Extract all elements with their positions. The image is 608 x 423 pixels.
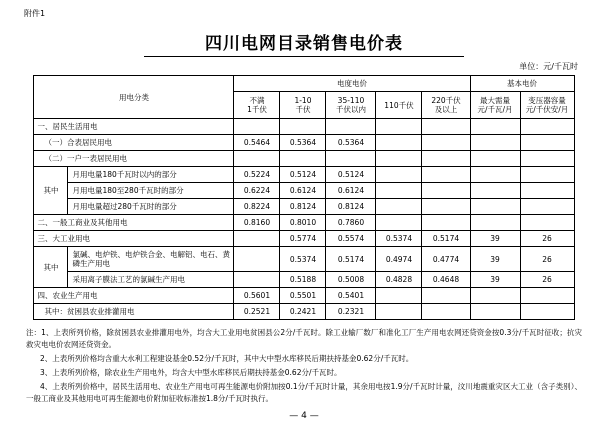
- cell-demand: [470, 135, 520, 151]
- cell-v2: [326, 151, 376, 167]
- cell-v0: [234, 272, 280, 288]
- cell-demand: [470, 304, 520, 320]
- table-notes: [26, 327, 582, 405]
- cell-v4: [422, 199, 470, 215]
- cell-v2: 0.5574: [326, 231, 376, 247]
- cell-capacity: [520, 304, 574, 320]
- unit-note: 单位：元/千瓦时: [519, 62, 578, 71]
- table-row: [34, 231, 574, 247]
- cell-v4: [422, 167, 470, 183]
- cell-v4: [422, 304, 470, 320]
- row-label: 月用电量180千瓦时以内的部分: [68, 167, 234, 183]
- cell-v4: [422, 215, 470, 231]
- table-row: [34, 288, 574, 304]
- cell-demand: [470, 288, 520, 304]
- header-basic-price: 基本电价: [470, 76, 574, 92]
- header-voltage-1: 1-10 千伏: [280, 92, 326, 119]
- cell-v2: 0.5401: [326, 288, 376, 304]
- header-demand: 最大需量 元/千瓦/月: [470, 92, 520, 119]
- cell-v1: [280, 151, 326, 167]
- cell-v2: 0.2321: [326, 304, 376, 320]
- table-row: [34, 167, 574, 183]
- cell-capacity: [520, 199, 574, 215]
- table-row: [34, 151, 574, 167]
- table-row: [34, 215, 574, 231]
- row-label: 三、大工业用电: [34, 231, 234, 247]
- cell-v4: [422, 119, 470, 135]
- row-side-label: 其中: [34, 167, 68, 215]
- note-item: 2、上表所列价格均含重大水利工程建设基金0.52分/千瓦时，其中大中型水库移民后期扶持基金0.62分/千瓦时。: [40, 354, 414, 363]
- cell-v0: 0.8224: [234, 199, 280, 215]
- cell-capacity: 26: [520, 231, 574, 247]
- page-title: 四川电网目录销售电价表: [205, 34, 403, 54]
- cell-v3: [376, 304, 422, 320]
- note-item: 注：1、上表所列价格，除贫困县农业排灌用电外，均含大工业用电贫困县公2分/千瓦时。除工业输厂数厂和准化工厂生产用电农网还贷资金按0.3分/千瓦时征收；抗灾救灾电电价农网还贷资金。: [26, 328, 582, 349]
- cell-v0: [234, 119, 280, 135]
- header-category: 用电分类: [34, 76, 234, 119]
- cell-v0: [234, 231, 280, 247]
- cell-v1: 0.8010: [280, 215, 326, 231]
- cell-capacity: [520, 119, 574, 135]
- cell-capacity: [520, 215, 574, 231]
- cell-v2: 0.5364: [326, 135, 376, 151]
- note-item: 3、上表所列价格，除农业生产用电外，均含大中型水库移民后期扶持基金0.62分/千瓦时。: [40, 368, 342, 377]
- cell-v2: 0.6124: [326, 183, 376, 199]
- cell-v3: [376, 167, 422, 183]
- cell-v3: [376, 151, 422, 167]
- table-header-row-1: [34, 76, 574, 92]
- header-capacity: 变压器容量 元/千伏安/月: [520, 92, 574, 119]
- title-underline: [144, 56, 464, 57]
- table-row: [34, 304, 574, 320]
- table-row: [34, 135, 574, 151]
- row-label: 氯碱、电炉铁、电炉铁合金、电解铝、电石、黄磷生产用电: [68, 247, 234, 272]
- cell-v3: 0.4974: [376, 247, 422, 272]
- cell-v1: 0.5374: [280, 247, 326, 272]
- cell-v4: 0.4774: [422, 247, 470, 272]
- cell-v4: 0.4648: [422, 272, 470, 288]
- cell-demand: [470, 151, 520, 167]
- cell-v4: 0.5174: [422, 231, 470, 247]
- cell-demand: [470, 167, 520, 183]
- cell-v3: 0.4828: [376, 272, 422, 288]
- cell-v1: 0.2421: [280, 304, 326, 320]
- cell-v3: [376, 183, 422, 199]
- header-voltage-4: 220千伏 及以上: [422, 92, 470, 119]
- cell-v1: 0.5364: [280, 135, 326, 151]
- cell-capacity: 26: [520, 247, 574, 272]
- cell-v2: 0.8124: [326, 199, 376, 215]
- cell-v2: 0.7860: [326, 215, 376, 231]
- header-voltage-0: 不满 1千伏: [234, 92, 280, 119]
- cell-demand: 39: [470, 247, 520, 272]
- cell-v0: 0.6224: [234, 183, 280, 199]
- cell-demand: [470, 183, 520, 199]
- cell-v0: [234, 247, 280, 272]
- cell-v1: 0.5188: [280, 272, 326, 288]
- cell-v4: [422, 135, 470, 151]
- row-label: 二、一般工商业及其他用电: [34, 215, 234, 231]
- row-label: 采用离子膜法工艺的氯碱生产用电: [68, 272, 234, 288]
- electricity-price-table: [33, 75, 574, 320]
- attachment-label: 附件1: [24, 9, 46, 18]
- cell-v1: 0.5774: [280, 231, 326, 247]
- cell-v2: 0.5174: [326, 247, 376, 272]
- row-side-label: 其中: [34, 247, 68, 288]
- cell-capacity: 26: [520, 272, 574, 288]
- row-label: 其中：贫困县农业排灌用电: [34, 304, 234, 320]
- header-voltage-3: 110千伏: [376, 92, 422, 119]
- cell-capacity: [520, 167, 574, 183]
- row-label: （二）一户一表居民用电: [34, 151, 234, 167]
- cell-capacity: [520, 183, 574, 199]
- note-item: 4、上表所列价格中，居民生活用电、农业生产用电可再生能源电价附加按0.1分/千瓦时计量，其余用电按1.9分/千瓦时计量，汶川地震重灾区大工业（含子类别）、一般工商业及其他用电可再生能源电价附加征收标准按1.8分/千瓦时执行。: [26, 382, 582, 403]
- cell-capacity: [520, 151, 574, 167]
- cell-v0: 0.5224: [234, 167, 280, 183]
- table-row: [34, 247, 574, 272]
- cell-v0: [234, 151, 280, 167]
- cell-demand: 39: [470, 231, 520, 247]
- cell-v4: [422, 288, 470, 304]
- cell-demand: 39: [470, 272, 520, 288]
- cell-v3: 0.5374: [376, 231, 422, 247]
- table-row: [34, 119, 574, 135]
- cell-v3: [376, 215, 422, 231]
- cell-capacity: [520, 288, 574, 304]
- cell-v1: [280, 119, 326, 135]
- cell-v3: [376, 135, 422, 151]
- cell-v3: [376, 199, 422, 215]
- cell-demand: [470, 119, 520, 135]
- row-label: 月用电量超过280千瓦时的部分: [68, 199, 234, 215]
- header-voltage-2: 35-110 千伏以内: [326, 92, 376, 119]
- cell-demand: [470, 199, 520, 215]
- cell-v4: [422, 183, 470, 199]
- cell-v4: [422, 151, 470, 167]
- cell-v0: 0.5601: [234, 288, 280, 304]
- table-row: [34, 183, 574, 199]
- cell-capacity: [520, 135, 574, 151]
- header-energy-price: 电度电价: [234, 76, 470, 92]
- row-label: （一）合表居民用电: [34, 135, 234, 151]
- row-label: 四、农业生产用电: [34, 288, 234, 304]
- cell-v1: 0.5124: [280, 167, 326, 183]
- cell-v1: 0.6124: [280, 183, 326, 199]
- row-label: 月用电量180至280千瓦时的部分: [68, 183, 234, 199]
- table-row: [34, 199, 574, 215]
- cell-demand: [470, 215, 520, 231]
- cell-v3: [376, 288, 422, 304]
- table-row: [34, 272, 574, 288]
- cell-v2: 0.5008: [326, 272, 376, 288]
- cell-v1: 0.5501: [280, 288, 326, 304]
- cell-v3: [376, 119, 422, 135]
- cell-v0: 0.5464: [234, 135, 280, 151]
- cell-v2: [326, 119, 376, 135]
- cell-v0: 0.2521: [234, 304, 280, 320]
- row-label: 一、居民生活用电: [34, 119, 234, 135]
- cell-v0: 0.8160: [234, 215, 280, 231]
- cell-v1: 0.8124: [280, 199, 326, 215]
- cell-v2: 0.5124: [326, 167, 376, 183]
- page-number: — 4 —: [289, 411, 319, 421]
